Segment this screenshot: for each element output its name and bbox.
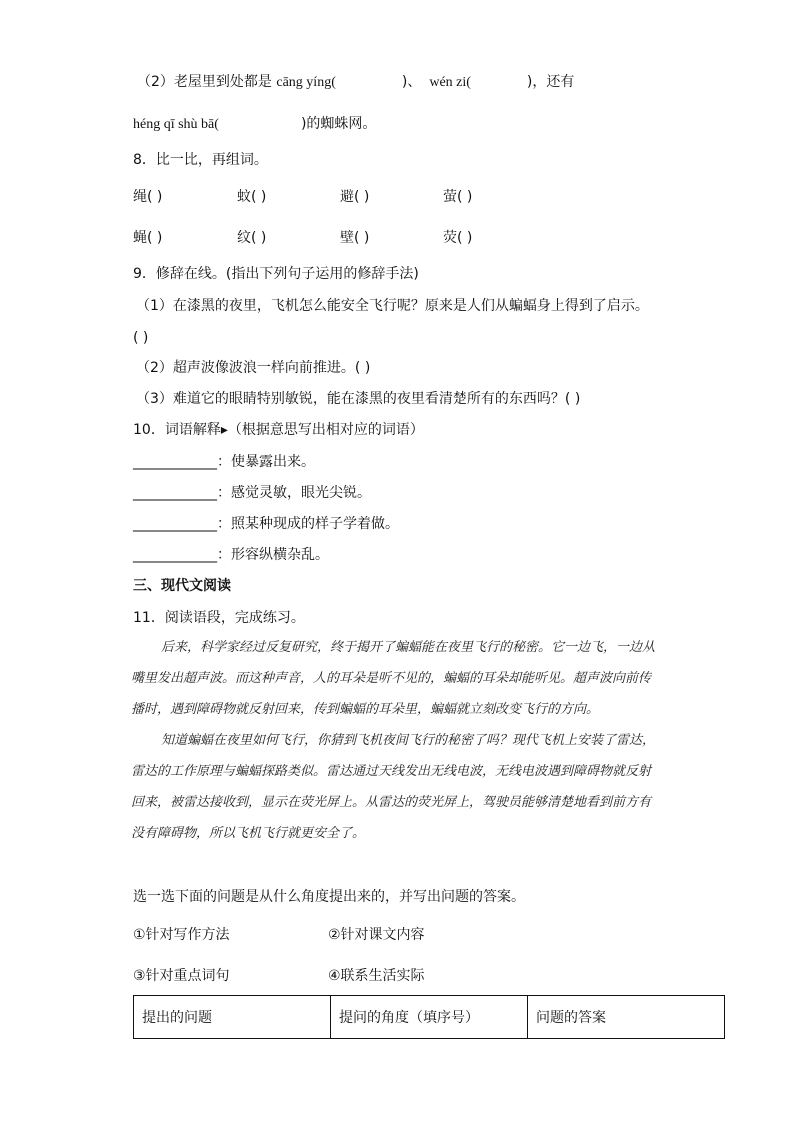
q10-item <box>133 453 315 471</box>
q8-word-bi: 避( ) <box>340 189 370 205</box>
q9-title: 9．修辞在线。(指出下列句子运用的修辞手法) <box>133 266 419 282</box>
q10-meaning: ：照某种现成的样子学着做。 <box>217 516 399 532</box>
q8-word-sheng: 绳( ) <box>133 189 163 205</box>
q10-blank[interactable]: ____________ <box>133 547 217 563</box>
q10-meaning: ：感觉灵敏，眼光尖锐。 <box>217 485 371 501</box>
q9-sentence2: （2）超声波像波浪一样向前推进。( ) <box>136 360 371 376</box>
option-text-content: ②针对课文内容 <box>328 927 425 943</box>
q10-item <box>133 515 399 533</box>
q10-item <box>133 484 371 502</box>
q7-close2: )，还有 <box>526 74 575 90</box>
table-header-row <box>134 996 725 1039</box>
q8-word-ying: 萤( ) <box>443 189 473 205</box>
q8-word-bi2: 壁( ) <box>340 230 370 246</box>
passage-paragraph: 后来，科学家经过反复研究，终于揭开了蝙蝠能在夜里飞行的秘密。它一边飞，一边从嘴里发出超声波。而这种声音，人的耳朵是听不见的，蝙蝠的耳朵却能听见。超声波向前传播时，遇到障碍物就反射回来，传到蝙蝠的耳朵里，蝙蝠就立刻改变飞行的方向。 <box>131 640 656 717</box>
section-heading: 三、现代文阅读 <box>133 578 231 594</box>
q10-blank[interactable]: ____________ <box>133 516 217 532</box>
pinyin-wenzi: wén zi( <box>429 75 471 90</box>
header-angle: 提问的角度（填序号） <box>331 996 528 1039</box>
q10-blank[interactable]: ____________ <box>133 485 217 501</box>
option-key-words: ③针对重点词句 <box>133 968 230 984</box>
q9-sentence1-answer: ( ) <box>133 330 149 346</box>
q8-word-wen: 蚊( ) <box>237 189 267 205</box>
q11-instruction: 选一选下面的问题是从什么角度提出来的，并写出问题的答案。 <box>133 889 525 905</box>
header-answer: 问题的答案 <box>528 996 725 1039</box>
q11-title: 11．阅读语段，完成练习。 <box>133 610 305 626</box>
q8-word-ying2: 蝇( ) <box>133 230 163 246</box>
answer-table <box>133 995 725 1039</box>
q7-item2-label: （2）老屋里到处都是 <box>137 74 272 90</box>
option-real-life: ④联系生活实际 <box>328 968 425 984</box>
q8-word-wen2: 纹( ) <box>237 230 267 246</box>
passage-paragraph: 知道蝙蝠在夜里如何飞行，你猜到飞机夜间飞行的秘密了吗？现代飞机上安装了雷达，雷达的工作原理与蝙蝠探路类似。雷达通过天线发出无线电波，无线电波遇到障碍物就反射回来，被雷达接收到，显示在荧光屏上。从雷达的荧光屏上，驾驶员能够清楚地看到前方有没有障碍物，所以飞机飞行就更安全了。 <box>131 733 656 841</box>
q9-sentence1: （1）在漆黑的夜里，飞机怎么能安全飞行呢？原来是人们从蝙蝠身上得到了启示。 <box>136 298 649 314</box>
q10-meaning: ：使暴露出来。 <box>217 454 315 470</box>
q10-item <box>133 546 329 564</box>
q7-item2-line2 <box>133 115 376 134</box>
q7-close3: )的蜘蛛网。 <box>300 116 377 132</box>
q7-item2-line1 <box>137 73 574 92</box>
option-writing-method: ①针对写作方法 <box>133 927 230 943</box>
pinyin-hengqishuba: héng qī shù bā( <box>133 117 219 132</box>
q10-blank[interactable]: ____________ <box>133 454 217 470</box>
q10-meaning: ：形容纵横杂乱。 <box>217 547 329 563</box>
q8-word-ying3: 荧( ) <box>443 230 473 246</box>
header-question: 提出的问题 <box>134 996 331 1039</box>
q7-close1: )、 <box>401 74 422 90</box>
pinyin-cangying: cāng yíng( <box>276 75 336 90</box>
q8-title: 8．比一比，再组词。 <box>133 152 268 168</box>
q9-sentence3: （3）难道它的眼睛特别敏锐，能在漆黑的夜里看清楚所有的东西吗？( ) <box>136 391 581 407</box>
q10-title: 10．词语解释▸（根据意思写出相对应的词语） <box>133 422 424 438</box>
reading-passage <box>131 632 661 849</box>
